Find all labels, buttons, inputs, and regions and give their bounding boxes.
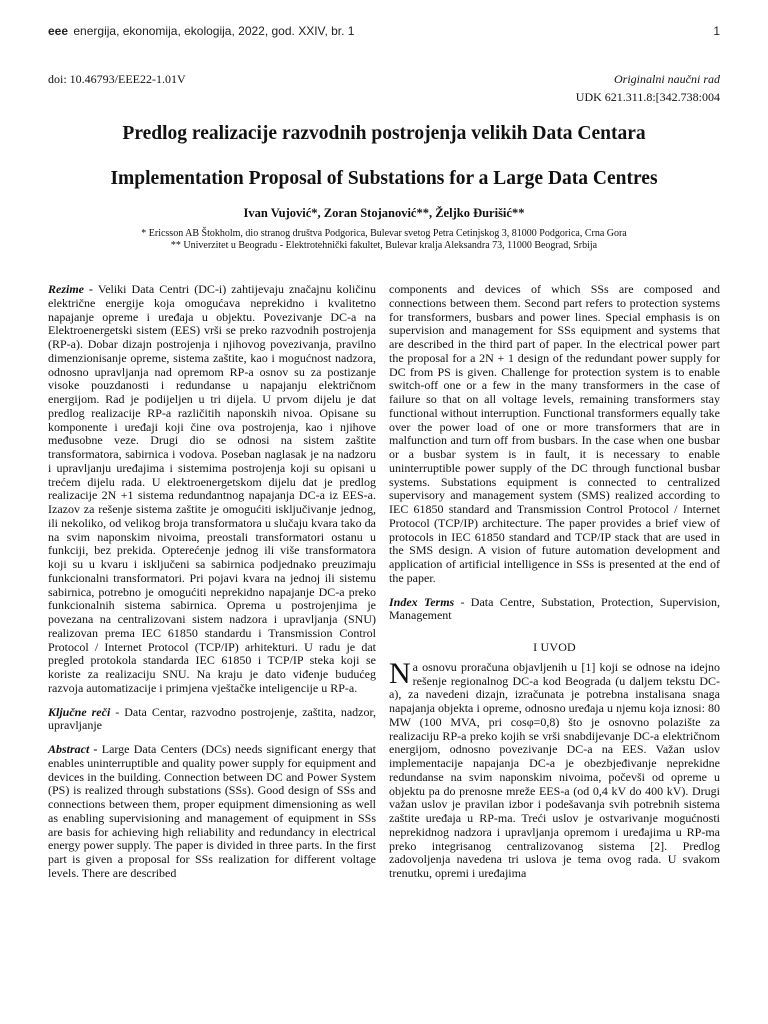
keywords-lead: Ključne reči: [48, 704, 111, 719]
title-english: Implementation Proposal of Substations for a Large Data Centres: [110, 168, 658, 189]
rezime-lead: Rezime -: [48, 282, 94, 296]
affiliation-2: ** Univerzitet u Beogradu - Elektrotehnički fakultet, Bulevar kralja Aleksandra 73, 11000 Beograd, Srbija: [170, 240, 598, 251]
doi[interactable]: doi: 10.46793/EEE22-1.01V: [48, 72, 186, 86]
journal-logo: eee: [48, 24, 69, 38]
keywords-paragraph: [48, 706, 376, 734]
left-column: [48, 283, 376, 881]
drop-cap: N: [389, 656, 411, 690]
abstract-paragraph: [48, 743, 376, 881]
index-terms-paragraph: [389, 596, 720, 624]
paper-type: Originalni naučni rad: [613, 72, 720, 86]
journal-citation: energija, ekonomija, ekologija, 2022, god. XXIV, br. 1: [73, 24, 355, 38]
udk-code: UDK 621.311.8:[342.738:004: [575, 90, 720, 104]
running-header: [48, 24, 720, 46]
rezime-text: Veliki Data Centri (DC-i) zahtijevaju značajnu količinu električne energije koja omogućava neprekidno i kvalitetno napajanje opreme i uređaja u objektu. Povezivanje DC-a na Elektroenergetski sistem (EES) vrši se preko razvodnih postrojenja (RP-a). Dobar dizajn postrojenja i njihovog povezivanja, pravilno dimenzionisanje opreme, sistema zaštite, kao i mogućnost nadzora, odnosno upravljanja nad opremom RP-a osnov su za postizanje visoke pouzdanosti i redundanse u napajanju električnom energijom. Rad je podijeljen u tri dijela. U prvom dijelu je dat predlog realizacije RP-a različitih naponskih nivoa. Opisane su komponente i uređaji koji čine ova postrojenja, kao i njihove međusobne veze. Drugi dio se odnosi na sistem zaštite transformatora, sabirnica i vodova. Poseban naglasak je na nadzoru i upravljanju uređajima i sistemima postrojenja koji su opisani u trećem dijelu rada. U elektroenergetskom dijelu dat je predlog realizacije 2N +1 sistema redundantnog napajanja DC-a iz EES-a. Izazov za rešenje sistema zaštite je omogućiti isključivanje jednog, ili nekoliko, od velikog broja transformatora u slučaju kvara tako da na svim naponskim nivoima, preostali transformatori ostanu u funkciji, bez prekida. Opterećenje jednog ili više transformatora koji su u kvaru i isključeni sa sabirnica podjednako preuzimaju funkcionalni transformatori. Pri pojavi kvara na jednoj ili sistemu sabirnica, potrebno je omogućiti neprekidno napajanje DC-a preko funkcionalnih sistema sabirnica. Oprema u postrojenjima je povezana na centralizovani sistem nadzora i upravljanja (SNU) realizovan prema IEC 61850 standardu i Transmission Control Protocol / Internet Protocol (TCP/IP) arhitekturi. U radu je dat pregled protokola standarda IEC 61850 i TCP/IP steka koji se koriste za realizaciju SNU. Na kraju je dato viđenje budućeg razvoja automatizacije i primjena vještačke inteligencije u RP-a.: [48, 282, 376, 695]
page-number: 1: [713, 24, 720, 38]
section-heading: I UVOD: [533, 640, 576, 654]
title-serbian: Predlog realizacije razvodnih postrojenja velikih Data Centara: [122, 123, 646, 144]
intro-text: a osnovu proračuna objavljenih u [1] koji se odnose na idejno rešenje regionalnog DC-a kod Beograda (u daljem tekstu DC-a), za navedeni dizajn, izračunata je potrebna instalisana snaga napajanja objekta i opreme, odnosno uređaja u njemu koja iznosi: 80 MW (100 MVA, pri cosφ=0,8) što je osnovno polazište za realizaciju RP-a preko kojih se vrši snabdijevanje DC-a električnom energijom, odnosno povezivanje DC-a na EES. Važan uslov implementacije napajanja DC-a je obezbjeđivanje neprekidne redundanse na svim naponskim nivoima, počevši od opreme u objektu pa do prenosne mreže EES-a (od 0,4 kV do 400 kV). Drugi važan uslov je pravilan izbor i podešavanja svih potrebnih sistema zaštite uređaja u RP-ma. Treći uslov je ostvarivanje mogućnosti neprekidnog nadzora i upravljanja opremom i uređajima u RP-ma preko integrisanog centralizovanog sistema [2]. Predlog zadovoljenja navedena tri uslova je tema ovog rada. U svakom trenutku, opremi i uređajima: [389, 659, 720, 880]
affiliation-1: * Ericsson AB Štokholm, dio stranog društva Podgorica, Bulevar svetog Petra Cetinjskog 3, 81000 Podgorica, Crna Gora: [141, 228, 627, 239]
rezime-paragraph: [48, 283, 376, 696]
abstract-text: Large Data Centers (DCs) needs significant energy that enables uninterruptible and quality power supply for equipment and devices in the building. Connection between DC and Power System (PS) is realized through substations (SSs). Good design of SSs and connections between them, proper equipment dimensioning as well as enabling supervisioning and management of equipment in SSs are basis for achieving high reliability and redundancy in electrical energy power supply. The paper is divided in three parts. In the first part is given a proposal for SSs realization for different voltage levels. There are described: [48, 742, 376, 880]
intro-paragraph: [389, 656, 720, 881]
right-column: [389, 283, 720, 881]
authors: Ivan Vujović*, Zoran Stojanović**, Željko Đurišić**: [243, 206, 525, 220]
keywords-text: - Data Centar, razvodno postrojenje, zaštita, nadzor, upravljanje: [48, 704, 376, 733]
index-terms-text: - Data Centre, Substation, Protection, Supervision, Management: [389, 594, 720, 623]
index-terms-lead: Index Terms: [389, 594, 455, 609]
abstract-continued: components and devices of which SSs are composed and connections between them. Second part refers to protection systems for transformers, busbars and power lines. Special emphasis is on supervision and management for SSs equipment and systems that are described in the third part of paper. In the electrical power part the proposal for a 2N + 1 design of the redundant power supply for DC from PS is given. Challenge for protection system is to enable switch-off one or a few in the many transformers in the case of failure so that on all voltage levels, remaining transformers stay functional without interruption. Functional transformers equally take over the power load of one or more transformers that are in malfunction and turn off from busbars. In the case when one busbar or a busbar system is in fault, it is necessary to enable uninterruptible power supply of the DC through functional busbar systems. Substations equipment is connected to centralized supervisory and management system (SMS) realized according to IEC 61850 standard and Transmission Control Protocol / Internet Protocol (TCP/IP) architecture. The paper provides a brief view of protocols in IEC 61850 standard and TCP/IP stack that are used in the SMS design. A vision of future automation development and application of artificial intelligence in SSs is presented at the end of the paper.: [389, 282, 720, 585]
abstract-lead: Abstract -: [48, 742, 98, 756]
